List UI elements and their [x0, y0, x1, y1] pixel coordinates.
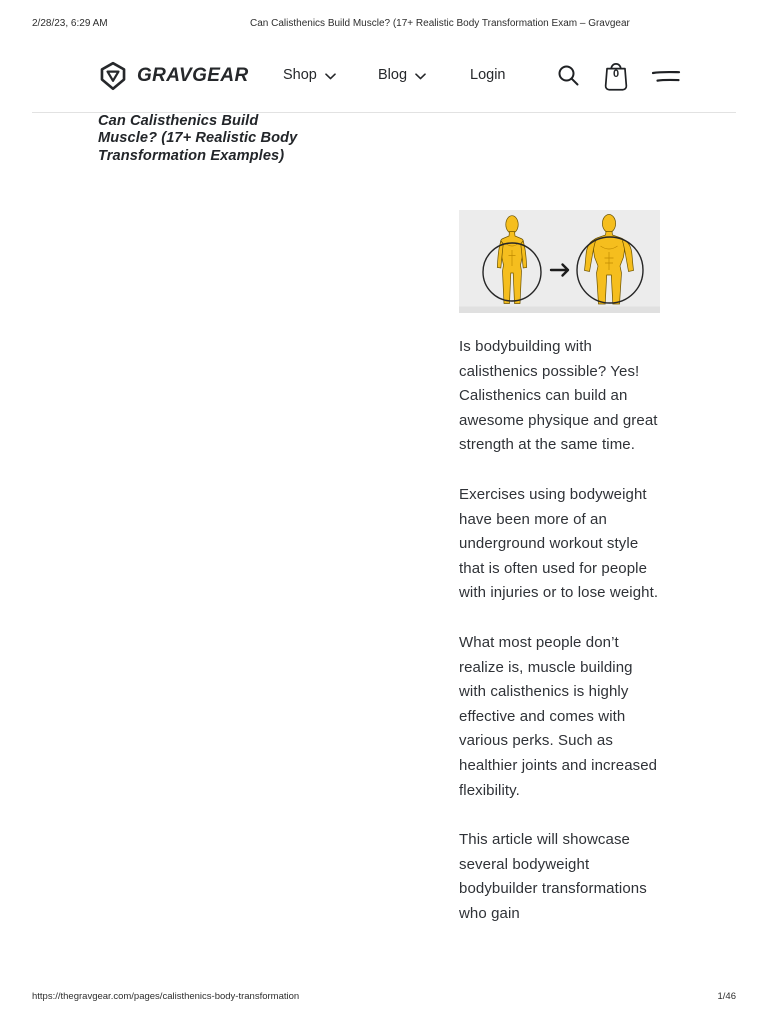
- print-document-title: Can Calisthenics Build Muscle? (17+ Realistic Body Transformation Exam – Gravgear: [250, 18, 630, 29]
- chevron-down-icon: [415, 71, 426, 80]
- search-button[interactable]: [556, 63, 580, 87]
- nav-item-shop[interactable]: [283, 67, 336, 83]
- print-footer-url: https://thegravgear.com/pages/calisthenics-body-transformation: [32, 991, 300, 1002]
- hamburger-menu-icon: [651, 65, 681, 87]
- cart-button[interactable]: [602, 59, 630, 91]
- brand-logo-icon: [98, 61, 128, 91]
- chevron-down-icon: [325, 71, 336, 80]
- nav-item-shop-label: Shop: [283, 67, 317, 83]
- article-paragraph: Exercises using bodyweight have been more of an underground workout style that is often used for people with injuries or to lose weight.: [459, 485, 659, 602]
- article-body: [459, 335, 663, 951]
- search-icon: [556, 63, 580, 87]
- nav-item-login[interactable]: [470, 67, 505, 83]
- article-paragraph: This article will showcase several bodyweight bodybuilder transformations who gain: [459, 831, 647, 922]
- print-page-indicator: 1/46: [717, 991, 736, 1002]
- nav-item-blog-label: Blog: [378, 67, 408, 83]
- menu-button[interactable]: [651, 65, 681, 87]
- brand-logo[interactable]: [98, 60, 249, 92]
- cart-count-badge: 0: [612, 68, 620, 80]
- article-paragraph: Is bodybuilding with calisthenics possible? Yes! Calisthenics can build an awesome physique and great strength at the same time.: [459, 338, 658, 454]
- article-paragraph: What most people don’t realize is, muscle building with calisthenics is highly effective and comes with various perks. Such as healthier joints and increased flexibility.: [459, 633, 658, 799]
- nav-item-blog[interactable]: [378, 67, 426, 83]
- site-header: [32, 40, 736, 113]
- print-timestamp: 2/28/23, 6:29 AM: [32, 18, 108, 29]
- article-title: Can Calisthenics Build Muscle? (17+ Realistic Body Transformation Examples): [98, 113, 298, 164]
- brand-name: GRAVGEAR: [137, 65, 249, 86]
- nav-item-login-label: Login: [470, 67, 506, 83]
- transformation-illustration: [459, 210, 660, 313]
- cart-icon: [602, 59, 630, 91]
